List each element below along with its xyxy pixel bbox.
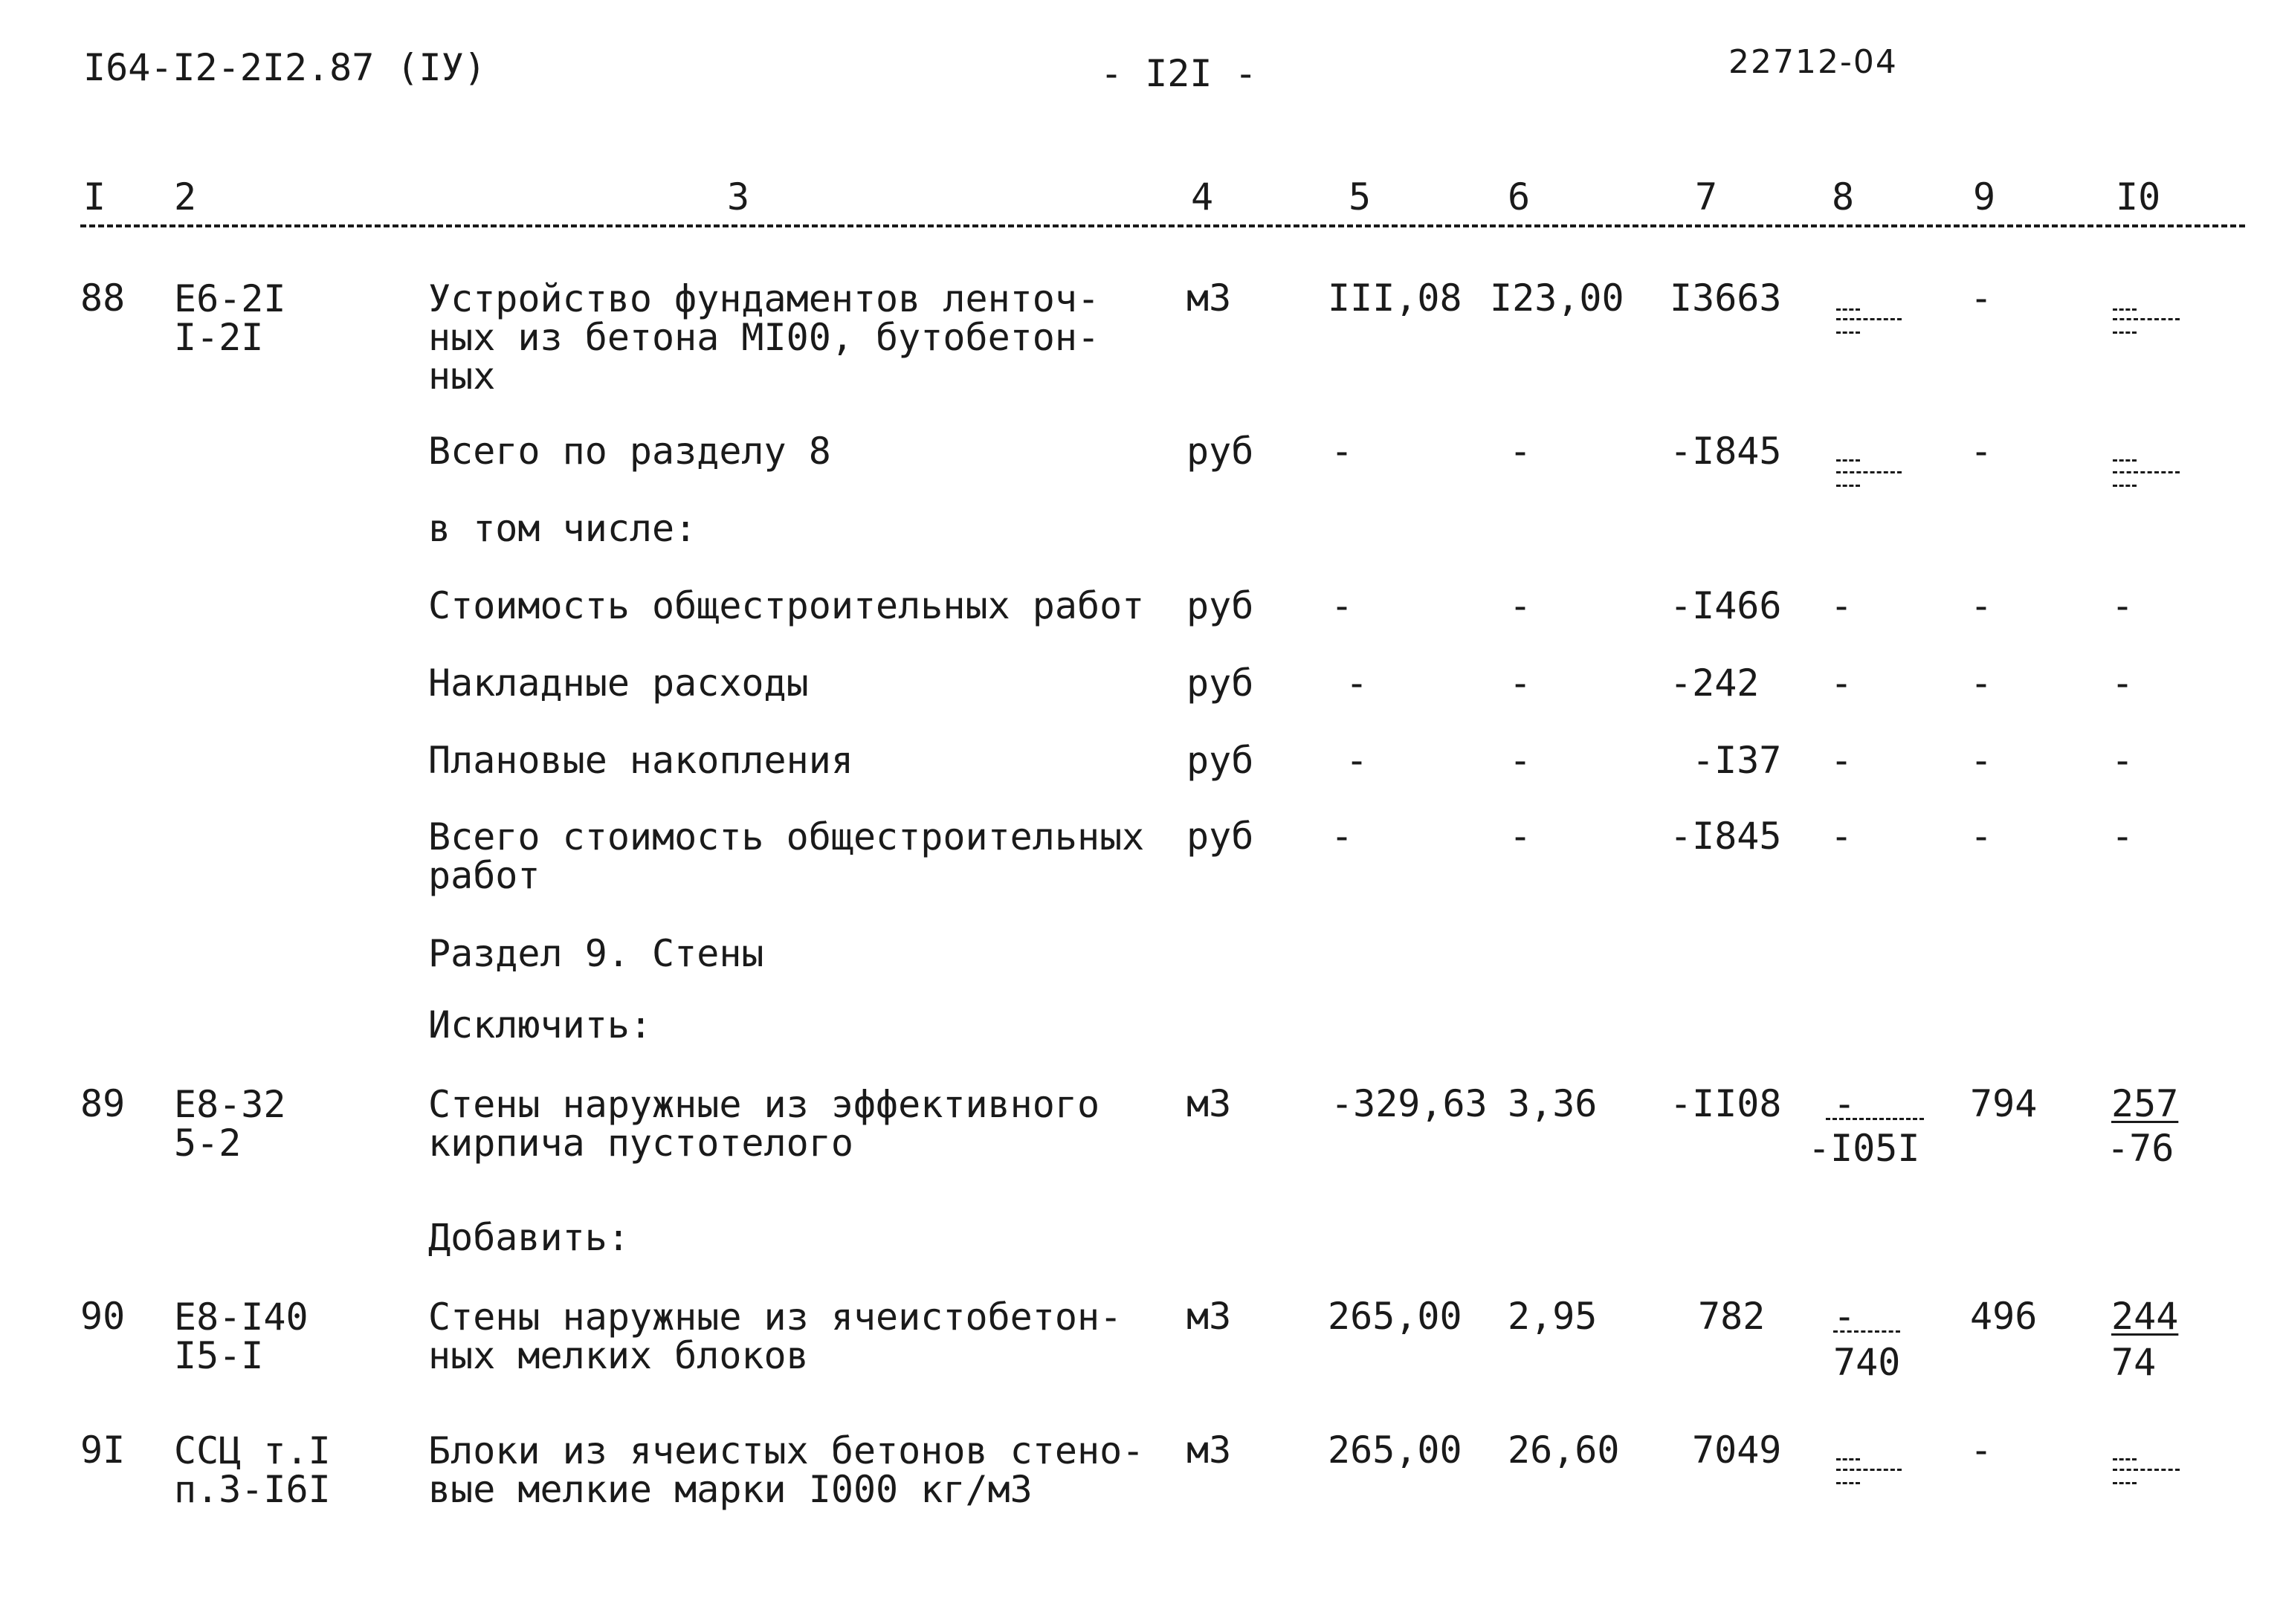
section-8-total-c8-mark — [1836, 471, 1902, 473]
section-8-total-c10-mark — [2113, 485, 2137, 487]
col-header-3: 3 — [727, 175, 750, 219]
row-89-c8-top: - — [1833, 1082, 1856, 1125]
row-91-c10-mark — [2113, 1482, 2137, 1484]
row-91-c8-mark — [1836, 1482, 1860, 1484]
row-88-c7: I3663 — [1670, 276, 1782, 320]
row-91-c10-mark — [2113, 1458, 2137, 1460]
col-header-4: 4 — [1191, 175, 1214, 219]
row-88-c10-mark — [2113, 308, 2137, 311]
row-90-c8-fraction-line — [1833, 1330, 1900, 1333]
construction-cost-c6: - — [1509, 584, 1532, 627]
section-8-total-c10-mark — [2113, 471, 2180, 473]
row-89-c5: -329,63 — [1331, 1082, 1488, 1125]
row-88-unit: м3 — [1186, 276, 1232, 320]
row-88-c8-mark — [1836, 308, 1860, 311]
planned-savings-label: Плановые накопления — [428, 739, 853, 782]
row-90-c5: 265,00 — [1328, 1295, 1462, 1338]
row-88-c9: - — [1970, 276, 1993, 320]
col-header-8: 8 — [1832, 175, 1855, 219]
row-89-c8-fraction-line — [1826, 1118, 1924, 1120]
row-91-c10-mark — [2113, 1469, 2180, 1471]
overhead-c9: - — [1970, 661, 1993, 705]
construction-total-c5: - — [1331, 815, 1354, 858]
row-89-c7: -II08 — [1670, 1082, 1782, 1125]
planned-savings-c10: - — [2111, 739, 2134, 782]
row-88-c8-mark — [1836, 318, 1902, 320]
row-91-c9: - — [1970, 1429, 1993, 1472]
construction-cost-label: Стоимость общестроительных работ — [428, 584, 1145, 627]
row-88-c8-mark — [1836, 331, 1860, 334]
row-91-c6: 26,60 — [1508, 1429, 1620, 1472]
construction-total-label: Всего стоимость общестроительных работ — [428, 815, 1145, 897]
row-89-c9: 794 — [1970, 1082, 2038, 1125]
construction-cost-c7: -I466 — [1670, 584, 1782, 627]
overhead-c6: - — [1509, 661, 1532, 705]
col-header-6: 6 — [1508, 175, 1531, 219]
row-91-c7: 7049 — [1692, 1429, 1782, 1472]
construction-total-c9: - — [1970, 815, 1993, 858]
overhead-c7: -242 — [1670, 661, 1760, 705]
section-8-total-c8-mark — [1836, 485, 1860, 487]
row-89-unit: м3 — [1186, 1082, 1232, 1125]
section-8-total-c10-mark — [2113, 459, 2137, 462]
planned-savings-unit: руб — [1186, 739, 1254, 782]
row-91-c8-mark — [1836, 1458, 1860, 1460]
planned-savings-c6: - — [1509, 739, 1532, 782]
planned-savings-c8: - — [1830, 739, 1853, 782]
row-89-code: Е8-32 5-2 — [174, 1083, 286, 1165]
row-89-c6: 3,36 — [1508, 1082, 1598, 1125]
row-88-c6: I23,00 — [1490, 276, 1624, 320]
construction-total-c6: - — [1509, 815, 1532, 858]
row-90-c8-bottom: 740 — [1833, 1341, 1901, 1384]
overhead-unit: руб — [1186, 661, 1254, 705]
row-90-num: 90 — [80, 1295, 126, 1338]
section-8-total-label: Всего по разделу 8 — [428, 430, 831, 473]
row-90-c6: 2,95 — [1508, 1295, 1598, 1338]
add-label: Добавить: — [428, 1216, 630, 1259]
including-label: в том числе: — [428, 507, 697, 550]
section-8-total-c8-mark — [1836, 459, 1860, 462]
row-90-c8-top: - — [1833, 1295, 1856, 1338]
construction-total-unit: руб — [1186, 815, 1254, 858]
construction-cost-c9: - — [1970, 584, 1993, 627]
row-88-c5: III,08 — [1328, 276, 1462, 320]
page-number: - I2I - — [1100, 52, 1257, 95]
construction-total-c10: - — [2111, 815, 2134, 858]
row-88-c10-mark — [2113, 331, 2137, 334]
row-91-desc: Блоки из ячеистых бетонов стено- вые мелкие марки I000 кг/м3 — [428, 1429, 1145, 1511]
overhead-label: Накладные расходы — [428, 661, 809, 705]
construction-total-c8: - — [1830, 815, 1853, 858]
planned-savings-c9: - — [1970, 739, 1993, 782]
row-91-c8-mark — [1836, 1469, 1902, 1471]
handwritten-id: 22712-04 — [1728, 43, 1898, 81]
planned-savings-c7: -I37 — [1692, 739, 1782, 782]
col-header-1: I — [83, 175, 106, 219]
row-91-code: ССЦ т.I п.3-I6I — [174, 1429, 331, 1511]
construction-cost-c8: - — [1830, 584, 1853, 627]
row-90-c10-bottom: 74 — [2111, 1341, 2157, 1384]
row-90-c7: 782 — [1698, 1295, 1766, 1338]
row-89-c8-bottom: -I05I — [1808, 1127, 1920, 1170]
planned-savings-c5: - — [1346, 739, 1369, 782]
document-code: I64-I2-2I2.87 (IУ) — [83, 46, 486, 89]
section-8-total-c9: - — [1970, 430, 1993, 473]
row-89-c10-top: 257 — [2111, 1082, 2179, 1125]
construction-cost-c5: - — [1331, 584, 1354, 627]
overhead-c10: - — [2111, 661, 2134, 705]
col-header-9: 9 — [1973, 175, 1996, 219]
section-8-total-c6: - — [1509, 430, 1532, 473]
header-rule — [80, 224, 2245, 227]
row-89-desc: Стены наружные из эффективного кирпича пустотелого — [428, 1083, 1100, 1165]
row-91-unit: м3 — [1186, 1429, 1232, 1472]
row-88-c10-mark — [2113, 318, 2180, 320]
col-header-5: 5 — [1349, 175, 1372, 219]
row-89-c10-bottom: -76 — [2107, 1127, 2174, 1170]
row-88-num: 88 — [80, 276, 126, 320]
row-91-num: 9I — [80, 1429, 126, 1472]
construction-total-c7: -I845 — [1670, 815, 1782, 858]
row-91-c5: 265,00 — [1328, 1429, 1462, 1472]
row-90-unit: м3 — [1186, 1295, 1232, 1338]
row-88-code: Е6-2I I-2I — [174, 277, 286, 359]
overhead-c5: - — [1346, 661, 1369, 705]
col-header-2: 2 — [174, 175, 197, 219]
row-90-desc: Стены наружные из ячеистобетон- ных мелких блоков — [428, 1295, 1123, 1377]
section-8-total-unit: руб — [1186, 430, 1254, 473]
col-header-7: 7 — [1695, 175, 1718, 219]
row-88-desc: Устройство фундаментов ленточ- ных из бетона МI00, бутобетон- ных — [428, 277, 1100, 398]
col-header-10: I0 — [2116, 175, 2161, 219]
section-8-total-c5: - — [1331, 430, 1354, 473]
row-90-c9: 496 — [1970, 1295, 2038, 1338]
row-90-c10-top: 244 — [2111, 1295, 2179, 1338]
overhead-c8: - — [1830, 661, 1853, 705]
construction-cost-c10: - — [2111, 584, 2134, 627]
row-90-code: Е8-I40 I5-I — [174, 1295, 309, 1377]
row-89-num: 89 — [80, 1082, 126, 1125]
section-8-total-c7: -I845 — [1670, 430, 1782, 473]
exclude-label: Исключить: — [428, 1003, 653, 1046]
section-9-title: Раздел 9. Стены — [428, 932, 764, 975]
construction-cost-unit: руб — [1186, 584, 1254, 627]
